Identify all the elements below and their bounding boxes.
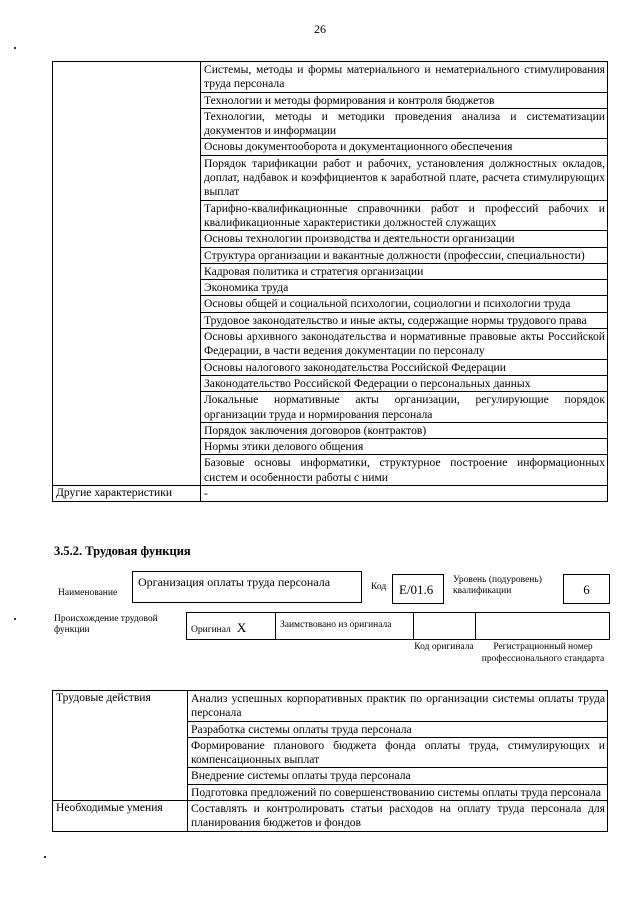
table-cell: Формирование планового бюджета фонда оплаты труда, стимулирующих и компенсационных выплат [188, 737, 608, 768]
code-label: Код [371, 582, 387, 592]
table-cell: Основы технологии производства и деятельности организации [201, 231, 608, 247]
code-field: E/01.6 [392, 574, 444, 604]
knowledge-label-cell [53, 62, 201, 486]
table-cell: Подготовка предложений по совершенствованию системы оплаты труда персонала [188, 784, 608, 800]
labor-function-table [52, 690, 608, 832]
origin-label: Происхождение трудовой функции [54, 614, 158, 635]
table-cell: Порядок тарификации работ и рабочих, установления должностных окладов, доплат, надбавок и коэффициентов к заработной плате, расчета стимулирующих выплат [201, 155, 608, 200]
name-label: Наименование [58, 588, 118, 598]
table-cell: Трудовое законодательство и иные акты, содержащие нормы трудового права [201, 312, 608, 328]
table-cell: Законодательство Российской Федерации о персональных данных [201, 375, 608, 391]
other-characteristics-label: Другие характеристики [53, 486, 201, 502]
labor-actions-label: Трудовые действия [53, 691, 188, 801]
origin-reg-number-cell [475, 612, 610, 640]
origin-mark: X [236, 620, 247, 635]
required-skills-label: Необходимые умения [53, 801, 188, 832]
margin-mark [14, 47, 16, 49]
code-origin-caption: Код оригинала [414, 642, 474, 652]
table-cell: Разработка системы оплаты труда персонала [188, 721, 608, 737]
table-row [53, 801, 608, 832]
qualification-level-label: Уровень (подуровень) квалификации [453, 575, 542, 596]
origin-original-cell [186, 612, 276, 640]
table-cell: Технологии, методы и методики проведения анализа и систематизации документов и информации [201, 108, 608, 139]
table-cell: Основы общей и социальной психологии, социологии и психологии труда [201, 296, 608, 312]
table-row [53, 691, 608, 722]
table-cell: Кадровая политика и стратегия организации [201, 263, 608, 279]
table-row [53, 62, 608, 93]
table-cell: Тарифно-квалификационные справочники работ и профессий рабочих и квалификационные характеристики должностей служащих [201, 200, 608, 231]
table-cell: Составлять и контролировать статьи расходов на оплату труда персонала для планирования бюджетов и фондов [188, 801, 608, 832]
table-cell: Структура организации и вакантные должности (профессии, специальности) [201, 247, 608, 263]
origin-code-cell [413, 612, 476, 640]
qualification-level-field: 6 [563, 574, 610, 604]
table-row [53, 486, 608, 502]
table-cell: Локальные нормативные акты организации, регулирующие порядок организации труда и нормирования персонала [201, 392, 608, 423]
table-cell: Нормы этики делового общения [201, 439, 608, 455]
table-cell: Анализ успешных корпоративных практик по организации системы оплаты труда персонала [188, 691, 608, 722]
other-characteristics-value: - [201, 486, 608, 502]
table-cell: Основы архивного законодательства и нормативные правовые акты Российской Федерации, в части ведения документации по персоналу [201, 329, 608, 360]
origin-original-label: Оригинал [191, 625, 231, 635]
table-cell: Базовые основы информатики, структурное построение информационных систем и особенности работы с ними [201, 455, 608, 486]
table-cell: Основы налогового законодательства Российской Федерации [201, 359, 608, 375]
table-cell: Внедрение системы оплаты труда персонала [188, 768, 608, 784]
function-name-field: Организация оплаты труда персонала [132, 571, 362, 603]
table-cell: Экономика труда [201, 280, 608, 296]
table-cell: Технологии и методы формирования и контроля бюджетов [201, 92, 608, 108]
section-heading: 3.5.2. Трудовая функция [54, 544, 191, 558]
margin-mark [14, 618, 16, 620]
page-number: 26 [314, 22, 326, 36]
knowledge-table [52, 61, 608, 502]
reg-number-caption: Регистрационный номер профессионального стандарта [481, 642, 605, 664]
table-cell: Основы документооборота и документационного обеспечения [201, 139, 608, 155]
table-cell: Порядок заключения договоров (контрактов) [201, 422, 608, 438]
margin-mark [44, 856, 46, 858]
origin-borrowed-cell: Заимствовано из оригинала [275, 612, 414, 640]
table-cell: Системы, методы и формы материального и нематериального стимулирования труда персонала [201, 62, 608, 93]
